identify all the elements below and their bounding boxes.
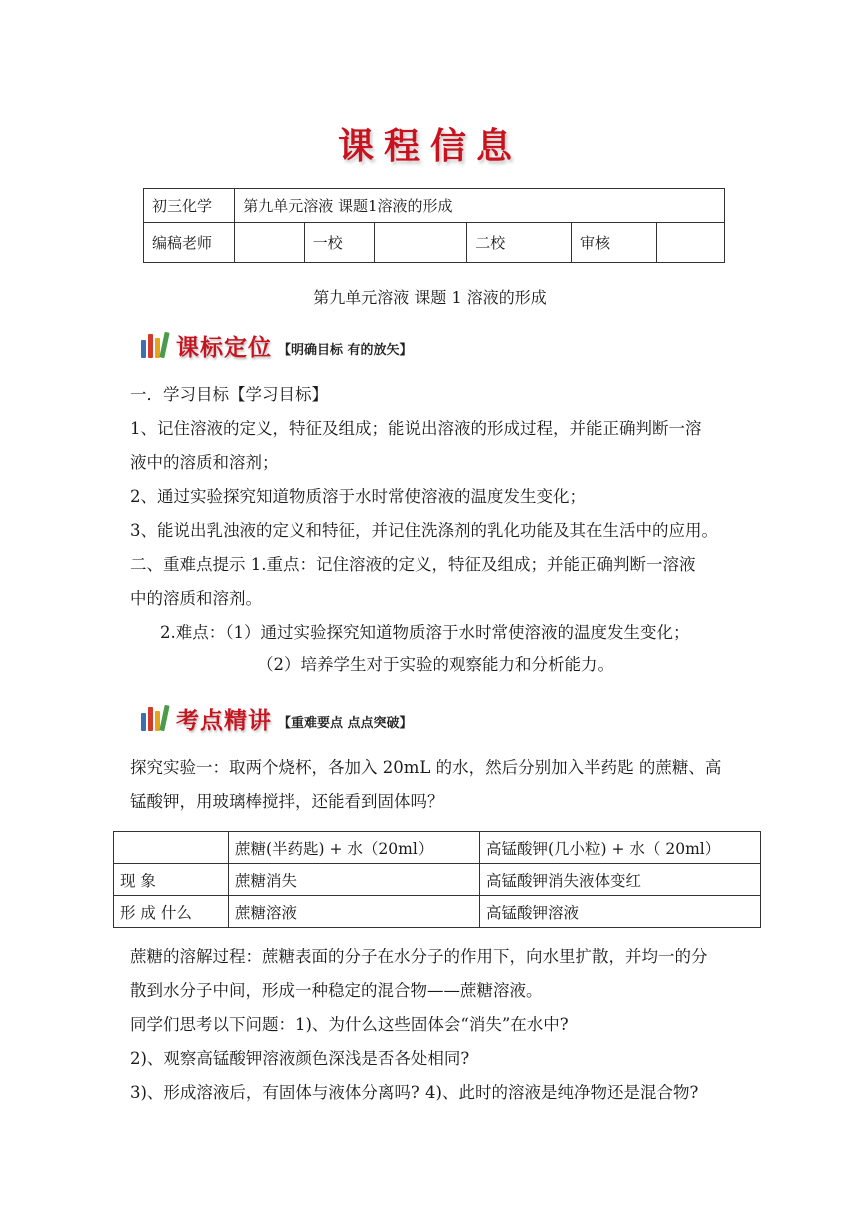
experiment-line-2: 锰酸钾，用玻璃棒搅拌，还能看到固体吗？ (130, 792, 444, 811)
question-line-2: 2)、观察高锰酸钾溶液颜色深浅是否各处相同? (130, 1049, 470, 1068)
question-line-1: 同学们思考以下问题：1)、为什么这些固体会“消失”在水中? (130, 1015, 569, 1034)
editor-label-cell: 编稿老师 (144, 223, 235, 263)
table-row (114, 832, 761, 864)
table-header-cell: 高锰酸钾(几小粒) + 水（ 20ml） (480, 832, 761, 864)
banner-key-points (140, 701, 413, 735)
table-cell: 蔗糖溶液 (229, 896, 480, 928)
school1-label-cell: 一校 (304, 223, 374, 263)
difficulty-line-1: 2.难点：（1）通过实验探究知道物质溶于水时常使溶液的温度发生变化； (160, 623, 690, 642)
books-icon (140, 705, 170, 731)
goal-1-line-1: 1、记住溶液的定义，特征及组成；能说出溶液的形成过程，并能正确判断一溶 (130, 419, 702, 438)
table-row (144, 223, 725, 263)
table-header-cell: 蔗糖(半药匙) + 水（20ml） (229, 832, 480, 864)
difficulty-line-2: （2）培养学生对于实验的观察能力和分析能力。 (257, 655, 614, 674)
banner-curriculum (140, 328, 413, 362)
dissolution-line-2: 散到水分子中间，形成一种稳定的混合物——蔗糖溶液。 (130, 981, 543, 1000)
table-row (114, 864, 761, 896)
table-row (114, 896, 761, 928)
goal-1-line-2: 液中的溶质和溶剂； (130, 453, 279, 472)
banner-tag: 【明确目标 有的放矢】 (278, 342, 413, 358)
page-title: 课程信息 (337, 126, 522, 167)
table-header-cell (114, 832, 229, 864)
table-cell: 形 成 什么 (114, 896, 229, 928)
banner-label: 考点精讲 (176, 707, 272, 734)
experiment-table (113, 831, 761, 928)
review-value-cell (657, 223, 725, 263)
question-line-3: 3)、形成溶液后，有固体与液体分离吗? 4)、此时的溶液是纯净物还是混合物? (130, 1083, 699, 1102)
table-cell: 高锰酸钾溶液 (480, 896, 761, 928)
table-row (144, 189, 725, 223)
lesson-subtitle: 第九单元溶液 课题 1 溶液的形成 (313, 288, 547, 307)
goals-heading: 一．学习目标【学习目标】 (130, 385, 328, 404)
banner-tag: 【重难要点 点点突破】 (278, 715, 413, 731)
goal-3: 3、能说出乳浊液的定义和特征，并记住洗涤剂的乳化功能及其在生活中的应用。 (130, 521, 718, 540)
table-cell: 现 象 (114, 864, 229, 896)
banner-label: 课标定位 (176, 334, 272, 361)
editor-value-cell (235, 223, 304, 263)
dissolution-line-1: 蔗糖的溶解过程：蔗糖表面的分子在水分子的作用下，向水里扩散，并均一的分 (130, 947, 708, 966)
unit-cell: 第九单元溶液 课题1溶液的形成 (235, 189, 725, 223)
table-cell: 蔗糖消失 (229, 864, 480, 896)
subject-cell: 初三化学 (144, 189, 235, 223)
table-cell: 高锰酸钾消失液体变红 (480, 864, 761, 896)
books-icon (140, 332, 170, 358)
course-info-table (143, 188, 725, 263)
key-points-line-1: 二、重难点提示 1.重点：记住溶液的定义，特征及组成；并能正确判断一溶液 (130, 555, 696, 574)
review-label-cell: 审核 (572, 223, 657, 263)
goal-2: 2、通过实验探究知道物质溶于水时常使溶液的温度发生变化； (130, 487, 586, 506)
school1-value-cell (374, 223, 467, 263)
school2-label-cell: 二校 (467, 223, 572, 263)
key-points-line-2: 中的溶质和溶剂。 (130, 589, 262, 608)
experiment-line-1: 探究实验一：取两个烧杯，各加入 20mL 的水，然后分别加入半药匙 的蔗糖、高 (130, 758, 722, 777)
